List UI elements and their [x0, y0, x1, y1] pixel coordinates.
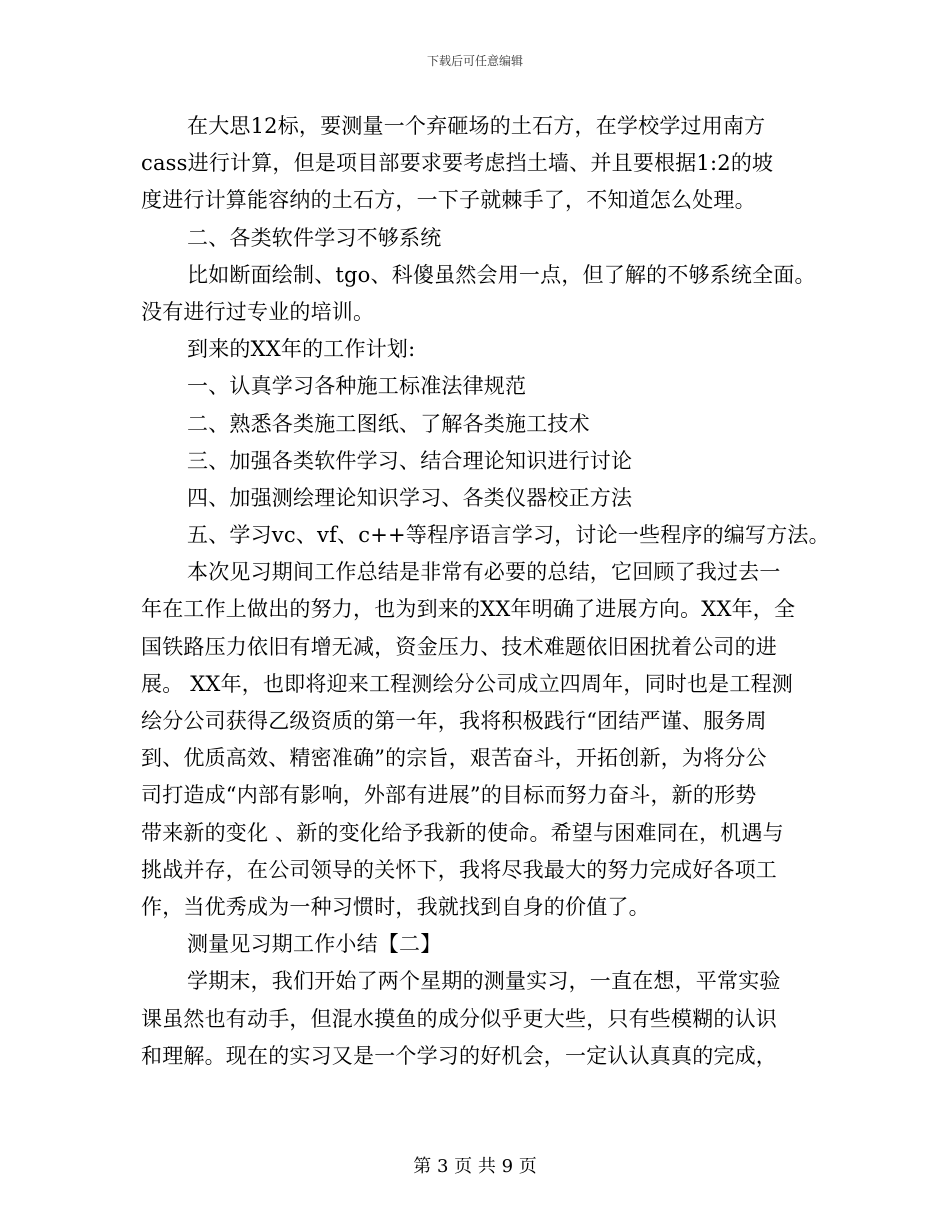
text-line: 学期末，我们开始了两个星期的测量实习，一直在想，平常实验 [187, 969, 781, 994]
text-line: 作，当优秀成为一种习惯时，我就找到自身的价值了。 [141, 894, 650, 919]
text-line: 五、学习vc、vf、c++等程序语言学习，讨论一些程序的编写方法。 [187, 523, 830, 548]
text-line: 四、加强测绘理论知识学习、各类仪器校正方法 [187, 485, 633, 510]
text-line: 三、加强各类软件学习、结合理论知识进行讨论 [187, 448, 633, 473]
text-line: 二、各类软件学习不够系统 [187, 225, 442, 250]
text-line: 到来的XX年的工作计划: [187, 337, 416, 362]
text-line: 和理解。现在的实习又是一个学习的好机会，一定认认真真的完成， [141, 1043, 777, 1068]
text-line: 到、优质高效、精密准确”的宗旨，艰苦奋斗，开拓创新，为将分公 [141, 746, 767, 771]
text-line: cass进行计算，但是项目部要求要考虑挡土墙、并且要根据1:2的坡 [141, 151, 774, 176]
section-heading: 测量见习期工作小结【二】 [187, 932, 442, 957]
page-footer: 第 3 页 共 9 页 [413, 1156, 537, 1177]
text-line: 二、熟悉各类施工图纸、了解各类施工技术 [187, 411, 590, 436]
document-body [141, 108, 831, 1075]
text-line: 课虽然也有动手，但混水摸鱼的成分似乎更大些，只有些模糊的认识 [141, 1006, 777, 1031]
text-line: 带来新的变化 、新的变化给予我新的使命。希望与困难同在，机遇与 [141, 820, 784, 845]
text-line: 比如断面绘制、tgo、科傻虽然会用一点，但了解的不够系统全面。 [187, 262, 816, 287]
text-line: 一、认真学习各种施工标准法律规范 [187, 374, 527, 399]
text-line: 展。 XX年，也即将迎来工程测绘分公司成立四周年，同时也是工程测 [141, 671, 793, 696]
text-line: 本次见习期间工作总结是非常有必要的总结，它回顾了我过去一 [187, 560, 781, 585]
text-line: 国铁路压力依旧有增无减，资金压力、技术难题依旧困扰着公司的进 [141, 634, 777, 659]
text-line: 年在工作上做出的努力，也为到来的XX年明确了进展方向。XX年，全 [141, 597, 796, 622]
page-header: 下载后可任意编辑 [426, 54, 523, 68]
text-line: 挑战并存，在公司领导的关怀下，我将尽我最大的努力完成好各项工 [141, 857, 777, 882]
text-line: 司打造成“内部有影响，外部有进展”的目标而努力奋斗，新的形势 [141, 783, 757, 808]
text-line: 绘分公司获得乙级资质的第一年，我将积极践行“团结严谨、服务周 [141, 709, 767, 733]
text-line: 没有进行过专业的培训。 [141, 299, 375, 324]
text-line: 在大思12标，要测量一个弃砸场的土石方，在学校学过用南方 [187, 114, 766, 138]
text-line: 度进行计算能容纳的土石方，一下子就棘手了，不知道怎么处理。 [141, 188, 756, 213]
